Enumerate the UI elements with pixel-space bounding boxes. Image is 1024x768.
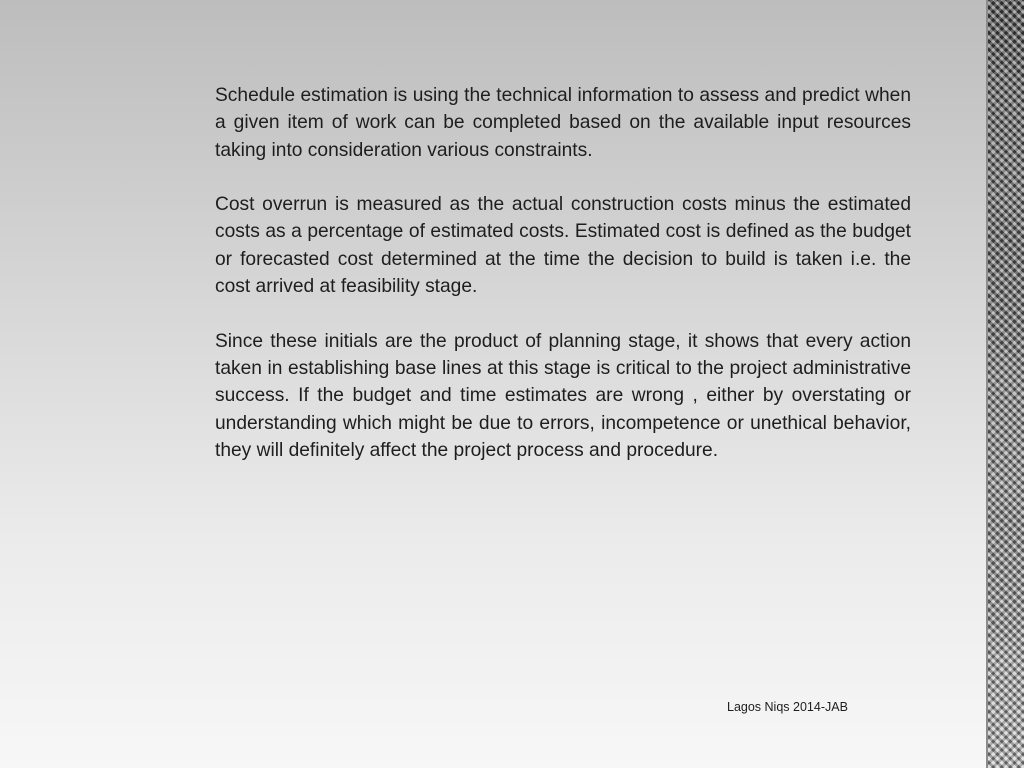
paragraph-schedule-estimation: Schedule estimation is using the technical information to assess and predict when a given item of work can be completed based on the available input resources taking into consideration various constraints. <box>215 85 911 161</box>
paragraph-planning-stage: Since these initials are the product of planning stage, it shows that every action taken in establishing base lines at this stage is critical to the project administrative success. If the budget and time estimates are wrong , either by overstating or understanding which might be due to errors, incompetence or unethical behavior, they will definitely affect the project process and procedure. <box>215 330 911 461</box>
slide-body-text <box>215 82 911 491</box>
slide-footer: Lagos Niqs 2014-JAB <box>727 700 848 714</box>
paragraph-cost-overrun: Cost overrun is measured as the actual construction costs minus the estimated costs as a percentage of estimated costs. Estimated cost is defined as the budget or forecasted cost determined at the time the decision to build is taken i.e. the cost arrived at feasibility stage. <box>215 194 911 298</box>
decorative-side-strip <box>988 0 1024 768</box>
